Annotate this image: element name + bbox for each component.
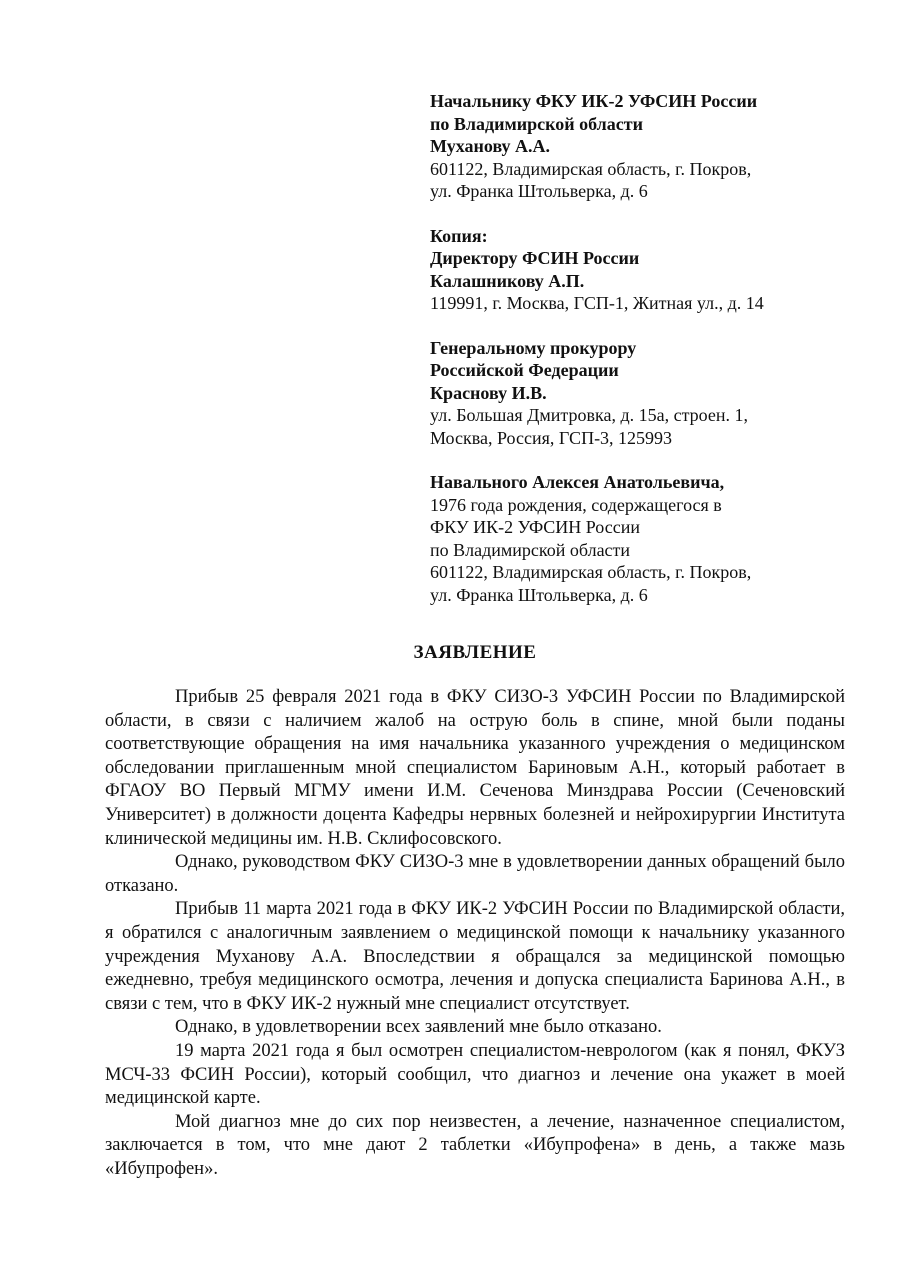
applicant-block	[430, 471, 850, 606]
paragraph-diagnosis-unknown: Мой диагноз мне до сих пор неизвестен, а лечение, назначенное специалистом, заключается в том, что мне дают 2 таблетки «Ибупрофена» в день, а также мазь «Ибупрофен».	[105, 1111, 845, 1179]
applicant-name: Навального Алексея Анатольевича,	[430, 472, 725, 492]
addressee-name: Краснову И.В.	[430, 382, 547, 403]
addressee-address-line: ул. Франка Штольверка, д. 6	[430, 181, 648, 201]
addressee-region: по Владимирской области	[430, 113, 643, 134]
addressee-address-line: 119991, г. Москва, ГСП-1, Житная ул., д. 14	[430, 293, 764, 313]
document-body	[105, 686, 845, 1181]
applicant-facility-line: ФКУ ИК-2 УФСИН России	[430, 517, 640, 537]
paragraph-sizo3-refusal: Однако, руководством ФКУ СИЗО-3 мне в удовлетворении данных обращений было отказано.	[105, 852, 845, 896]
addressee-name: Муханову А.А.	[430, 136, 551, 156]
applicant-birth-line: 1976 года рождения, содержащегося в	[430, 494, 722, 515]
addressee-block-fsin-director	[430, 225, 850, 315]
addressee-role: Российской Федерации	[430, 360, 619, 380]
addressee-address-line: 601122, Владимирская область, г. Покров,	[430, 158, 752, 179]
applicant-address-line: ул. Франка Штольверка, д. 6	[430, 584, 648, 605]
addressee-role: Начальнику ФКУ ИК-2 УФСИН России	[430, 91, 758, 111]
addressee-address-line: ул. Большая Дмитровка, д. 15а, строен. 1,	[430, 405, 749, 425]
paragraph-arrival-sizo3: Прибыв 25 февраля 2021 года в ФКУ СИЗО-3 УФСИН России по Владимирской области, в связи с наличием жалоб на острую боль в спине, мной были поданы соответствующие обращения на имя начальника указанного учреждения о медицинском обследовании приглашенным мной специалистом Бариновым А.Н., который работает в ФГАОУ ВО Первый МГМУ имени И.М. Сеченова Минздрава России (Сеченовский Университет) в должности доцента Кафедры нервных болезней и нейрохирургии Института клинической медицины им. Н.В. Склифосовского.	[105, 687, 845, 849]
applicant-region-line: по Владимирской области	[430, 539, 631, 560]
paragraph-arrival-ik2: Прибыв 11 марта 2021 года в ФКУ ИК-2 УФСИН России по Владимирской области, я обратился с аналогичным заявлением о медицинской помощи к начальнику указанного учреждения Муханову А.А. Впоследствии я обращался за медицинской помощью ежедневно, требуя медицинского осмотра, лечения и допуска специалиста Баринова А.Н., в связи с тем, что в ФКУ ИК-2 нужный мне специалист отсутствует.	[105, 899, 845, 1014]
paragraph-ik2-refusal: Однако, в удовлетворении всех заявлений мне было отказано.	[175, 1017, 662, 1038]
addressee-block-ik2-warden	[430, 90, 850, 203]
copy-label: Копия:	[430, 225, 488, 246]
paragraph-neurologist-exam: 19 марта 2021 года я был осмотрен специалистом-неврологом (как я понял, ФКУЗ МСЧ-33 ФСИН России), который сообщил, что диагноз и лечение она укажет в моей медицинской карте.	[105, 1040, 845, 1109]
applicant-address-line: 601122, Владимирская область, г. Покров,	[430, 562, 752, 582]
addressee-address-line: Москва, Россия, ГСП-3, 125993	[430, 427, 673, 448]
addressee-section	[430, 90, 850, 606]
addressee-block-prosecutor-general	[430, 337, 850, 450]
addressee-role: Генеральному прокурору	[430, 337, 637, 358]
addressee-name: Калашникову А.П.	[430, 270, 585, 291]
document-title: ЗАЯВЛЕНИЕ	[413, 642, 537, 663]
addressee-role: Директору ФСИН России	[430, 248, 640, 268]
